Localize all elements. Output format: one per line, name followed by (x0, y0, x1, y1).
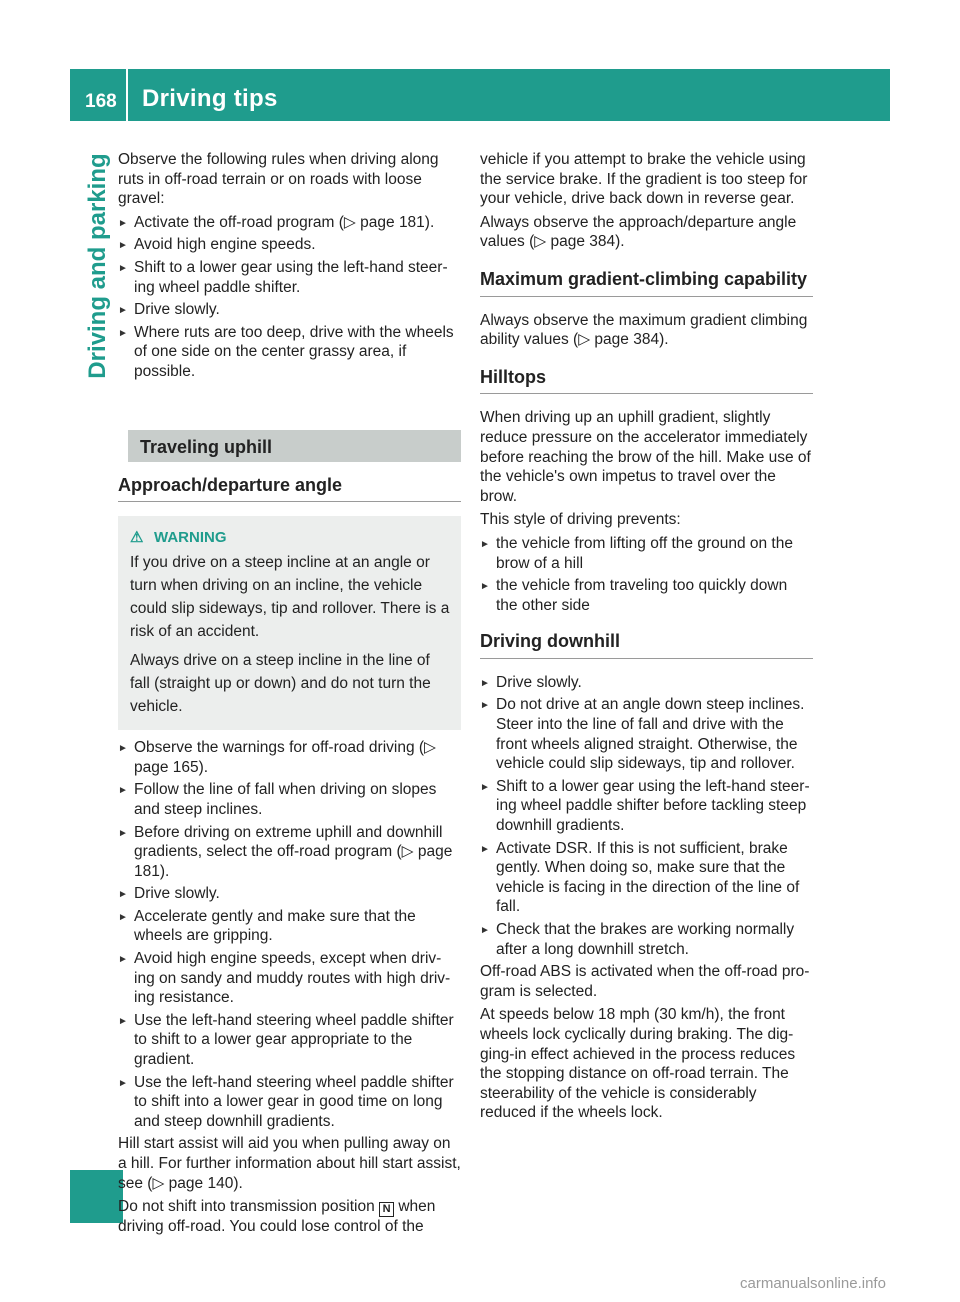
list-item: ► Drive slowly. (118, 884, 461, 904)
list-item: ► the vehicle from lifting off the ground on the brow of a hill (480, 534, 813, 573)
warning-triangle-icon: ⚠ (130, 529, 144, 547)
header-bar (70, 69, 890, 121)
list-item: ► Avoid high engine speeds, except when driv- ing on sandy and muddy routes with high driv- ing resistance. (118, 949, 461, 1008)
abs-text: Off-road ABS is activated when the off-road pro- gram is selected. (480, 963, 810, 1000)
hill-start-text: Hill start assist will aid you when pulling away on a hill. For further information about hill start assist, see (▷ page 140). (118, 1135, 461, 1192)
warning-text-1: If you drive on a steep incline at an angle or turn when driving on an incline, the vehicle could slip sideways, tip and rollover. There is a risk of an accident. (130, 554, 450, 641)
list-item: ► Drive slowly. (118, 300, 461, 320)
list-item: ► Where ruts are too deep, drive with the wheels of one side on the center grassy area, if possible. (118, 323, 461, 382)
side-tab-label: Driving and parking (84, 153, 111, 379)
list-item: ► Accelerate gently and make sure that the wheels are gripping. (118, 907, 461, 946)
subsection-title-approach: Approach/departure angle (118, 462, 461, 503)
speed-text: At speeds below 18 mph (30 km/h), the front wheels lock cyclically during braking. The dig- ging-in effect achieved in the process reduces the stopping distance on off-road terrain. The steerability of the vehicle is considerably reduced if the wheels lock. (480, 1006, 796, 1122)
neutral-position-icon: N (379, 1202, 394, 1217)
list-item: ► Do not drive at an angle down steep inclines. Steer into the line of fall and drive with the front wheels aligned straight. Otherwise, the vehicle could slip sideways, tip and rollover. (480, 695, 813, 773)
ruts-list (118, 213, 461, 382)
list-item: ► the vehicle from traveling too quickly down the other side (480, 576, 813, 615)
list-item: ► Before driving on extreme uphill and downhill gradients, select the off-road program (▷ page 181). (118, 823, 461, 882)
warning-text-2: Always drive on a steep incline in the line of fall (straight up or down) and do not turn the vehicle. (130, 652, 431, 716)
warning-box (118, 516, 461, 730)
downhill-title: Driving downhill (480, 618, 813, 659)
list-item: ► Shift to a lower gear using the left-hand steer- ing wheel paddle shifter before tackling steep downhill gradients. (480, 777, 813, 836)
page-number: 168 (85, 91, 117, 112)
side-tab (78, 126, 118, 406)
watermark: carmanualsonline.info (740, 1275, 886, 1292)
list-item: ► Avoid high engine speeds. (118, 235, 461, 255)
prevents-list (480, 534, 813, 615)
right-column (480, 150, 813, 1127)
list-item: ► Shift to a lower gear using the left-hand steer- ing wheel paddle shifter. (118, 258, 461, 297)
list-item: ► Follow the line of fall when driving on slopes and steep inclines. (118, 780, 461, 819)
list-item: ► Use the left-hand steering wheel paddle shifter to shift into a lower gear in good time on long and steep downhill gradients. (118, 1073, 461, 1132)
page-number-box (70, 69, 126, 121)
prevents-intro: This style of driving prevents: (480, 511, 681, 529)
continued-text: vehicle if you attempt to brake the vehicle using the service brake. If the gradient is too steep for your vehicle, drive back down in reverse gear. (480, 151, 808, 208)
hilltops-heading (480, 354, 813, 395)
list-item: ► Observe the warnings for off-road driving (▷ page 165). (118, 738, 461, 777)
left-column (118, 150, 461, 1241)
neutral-warning-text: Do not shift into transmission position N when driving off-road. You could lose control of the (118, 1198, 436, 1236)
max-gradient-title: Maximum gradient-climbing capability (480, 256, 813, 297)
list-item: ► Drive slowly. (480, 673, 813, 693)
hilltops-text: When driving up an uphill gradient, slightly reduce pressure on the accelerator immediately before reaching the brow of the hill. Make use of the vehicle's own impetus to travel over the brow. (480, 409, 811, 505)
downhill-heading (480, 618, 813, 659)
list-item: ► Check that the brakes are working normally after a long downhill stretch. (480, 920, 813, 959)
max-gradient-heading (480, 256, 813, 297)
header-divider (126, 69, 128, 121)
ruts-intro: Observe the following rules when driving along ruts in off-road terrain or on roads with loose gravel: (118, 151, 439, 208)
uphill-list (118, 738, 461, 1131)
side-tab-marker (70, 1170, 123, 1223)
list-item: ► Use the left-hand steering wheel paddle shifter to shift to a lower gear appropriate to the gradient. (118, 1011, 461, 1070)
downhill-list (480, 673, 813, 959)
list-item: ► Activate the off-road program (▷ page 181). (118, 213, 461, 233)
subsection-heading (118, 462, 461, 503)
approach-note: Always observe the approach/departure angle values (▷ page 384). (480, 213, 797, 251)
list-item: ► Activate DSR. If this is not sufficient, brake gently. When doing so, make sure that the vehicle is facing in the direction of the line of fall. (480, 839, 813, 917)
max-gradient-text: Always observe the maximum gradient climbing ability values (▷ page 384). (480, 311, 808, 349)
warning-heading: ⚠ WARNING (130, 526, 451, 549)
section-heading-uphill: Traveling uphill (128, 430, 461, 462)
page-title: Driving tips (142, 85, 278, 112)
hilltops-title: Hilltops (480, 354, 813, 395)
